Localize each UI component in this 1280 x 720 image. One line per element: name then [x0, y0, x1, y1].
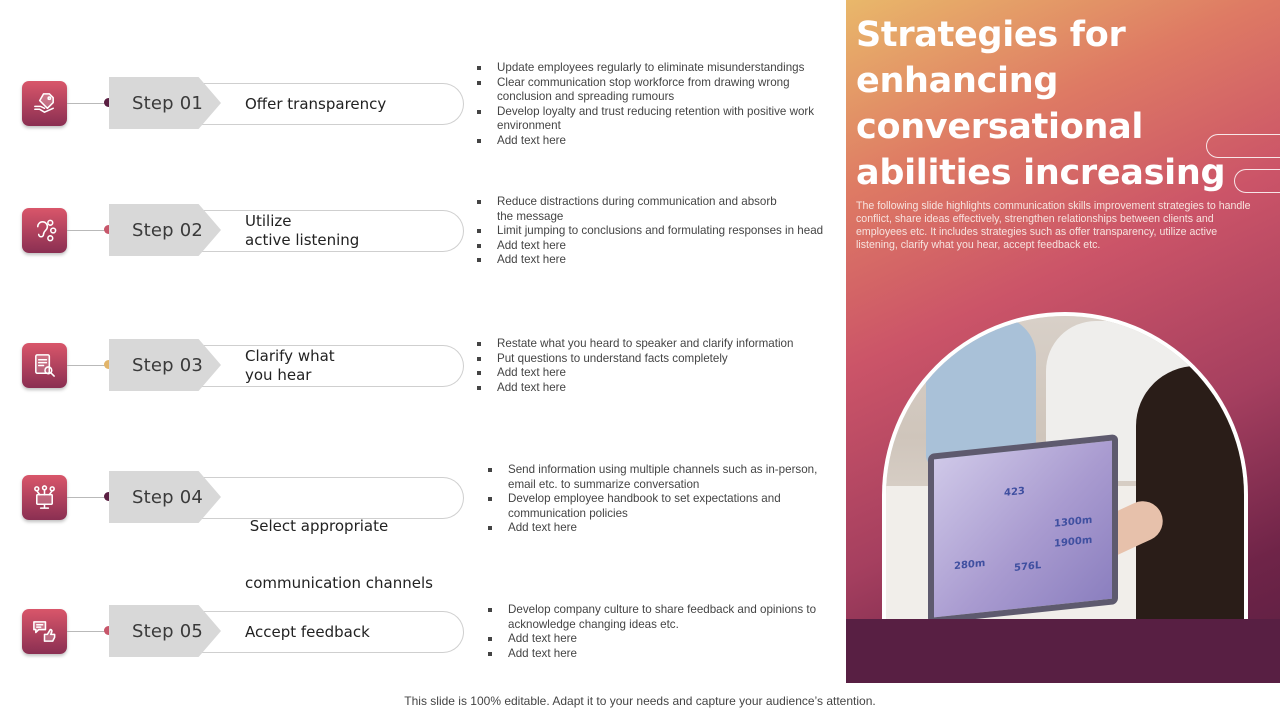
- step-3-icon-box: [22, 343, 67, 388]
- step-1-connector: [67, 103, 109, 104]
- step-3-bullets: [477, 337, 837, 395]
- photo-hair: [1136, 366, 1248, 626]
- bullet-item: Add text here: [488, 632, 833, 647]
- laptop-screen-value: 576L: [1014, 560, 1042, 574]
- bullet-item: Add text here: [477, 381, 837, 396]
- step-2-label-line2: active listening: [245, 231, 360, 249]
- bullet-item: Develop employee handbook to set expectations and communication policies: [488, 492, 833, 521]
- step-5-connector: [67, 631, 109, 632]
- bullet-item: Add text here: [477, 239, 842, 254]
- step-2-connector: [67, 230, 109, 231]
- photo-arch-frame: [882, 312, 1248, 632]
- step-3-label-line1: Clarify what: [245, 347, 335, 365]
- bullet-item: Limit jumping to conclusions and formulating responses in head: [477, 224, 842, 239]
- bullet-item: Add text here: [488, 521, 833, 536]
- step-3-number: Step 03: [132, 355, 204, 376]
- bullet-item: Develop company culture to share feedback and opinions to acknowledge changing ideas etc.: [488, 603, 833, 632]
- ear-listening-icon: [31, 217, 58, 244]
- bullet-item: Restate what you heard to speaker and clarify information: [477, 337, 837, 352]
- step-2-label: [245, 212, 460, 250]
- step-5-label: [245, 623, 460, 642]
- document-search-icon: [31, 352, 58, 379]
- step-5-number: Step 05: [132, 621, 204, 642]
- bullet-item: Develop loyalty and trust reducing retention with positive work environment: [477, 105, 827, 134]
- step-4-connector: [67, 497, 109, 498]
- slide-footer: This slide is 100% editable. Adapt it to your needs and capture your audience’s attention.: [404, 694, 876, 708]
- step-2-number: Step 02: [132, 220, 204, 241]
- step-5-icon-box: [22, 609, 67, 654]
- laptop-screen-value: 1900m: [1054, 534, 1093, 550]
- laptop-screen-value: 280m: [954, 557, 986, 573]
- hand-tag-icon: [31, 90, 58, 117]
- monitor-network-icon: [31, 484, 58, 511]
- step-1-icon-box: [22, 81, 67, 126]
- bullet-item: Add text here: [477, 253, 842, 268]
- step-4-label-line1: Select appropriate: [245, 517, 389, 535]
- laptop-screen-value: 1300m: [1054, 514, 1093, 530]
- step-1-bullets: [477, 61, 827, 148]
- step-5-bullets: [488, 603, 833, 661]
- step-4-number: Step 04: [132, 487, 204, 508]
- step-4-icon-box: [22, 475, 67, 520]
- step-1-label: [245, 95, 460, 114]
- photo-laptop: [928, 434, 1118, 624]
- step-3-connector: [67, 365, 109, 366]
- team-laptop-photo: [886, 316, 1244, 619]
- panel-bottom-band: [846, 619, 1280, 683]
- bullet-item: Send information using multiple channels such as in-person, email etc. to summarize conversation: [488, 463, 833, 492]
- step-2-icon-box: [22, 208, 67, 253]
- slide-description: The following slide highlights communication skills improvement strategies to handle conflict, share ideas effectively, strengthen relationships between clients and employees etc. It includes strategies such as offer transparency, utilize active listening, clarify what you hear, accept feedback etc.: [856, 200, 1251, 251]
- decorative-pill-top: [1206, 134, 1280, 158]
- bullet-item: Add text here: [488, 647, 833, 662]
- bullet-item: Update employees regularly to eliminate misunderstandings: [477, 61, 827, 76]
- decorative-pill-bottom: [1234, 169, 1280, 193]
- step-1-label-line1: Offer transparency: [245, 95, 387, 113]
- step-4-bullets: [488, 463, 833, 536]
- step-3-label-line2: you hear: [245, 366, 312, 384]
- slide-title: Strategies for enhancing conversational abilities increasing: [856, 15, 1226, 193]
- laptop-screen-value: 423: [1004, 485, 1025, 499]
- title-panel: [846, 0, 1280, 683]
- step-4-label-line2: communication channels: [245, 574, 433, 592]
- step-2-bullets: [477, 195, 842, 268]
- step-4-label: [245, 479, 463, 631]
- bullet-item: Put questions to understand facts completely: [477, 352, 837, 367]
- step-5-label-line1: Accept feedback: [245, 623, 370, 641]
- bullet-item: Clear communication stop workforce from drawing wrong conclusion and spreading rumours: [477, 76, 827, 105]
- step-1-number: Step 01: [132, 93, 204, 114]
- step-3-label: [245, 347, 460, 385]
- bullet-item: Add text here: [477, 134, 827, 149]
- bullet-item: Reduce distractions during communication and absorb the message: [477, 195, 842, 224]
- bullet-item: Add text here: [477, 366, 837, 381]
- step-2-label-line1: Utilize: [245, 212, 292, 230]
- feedback-thumbs-up-icon: [31, 618, 58, 645]
